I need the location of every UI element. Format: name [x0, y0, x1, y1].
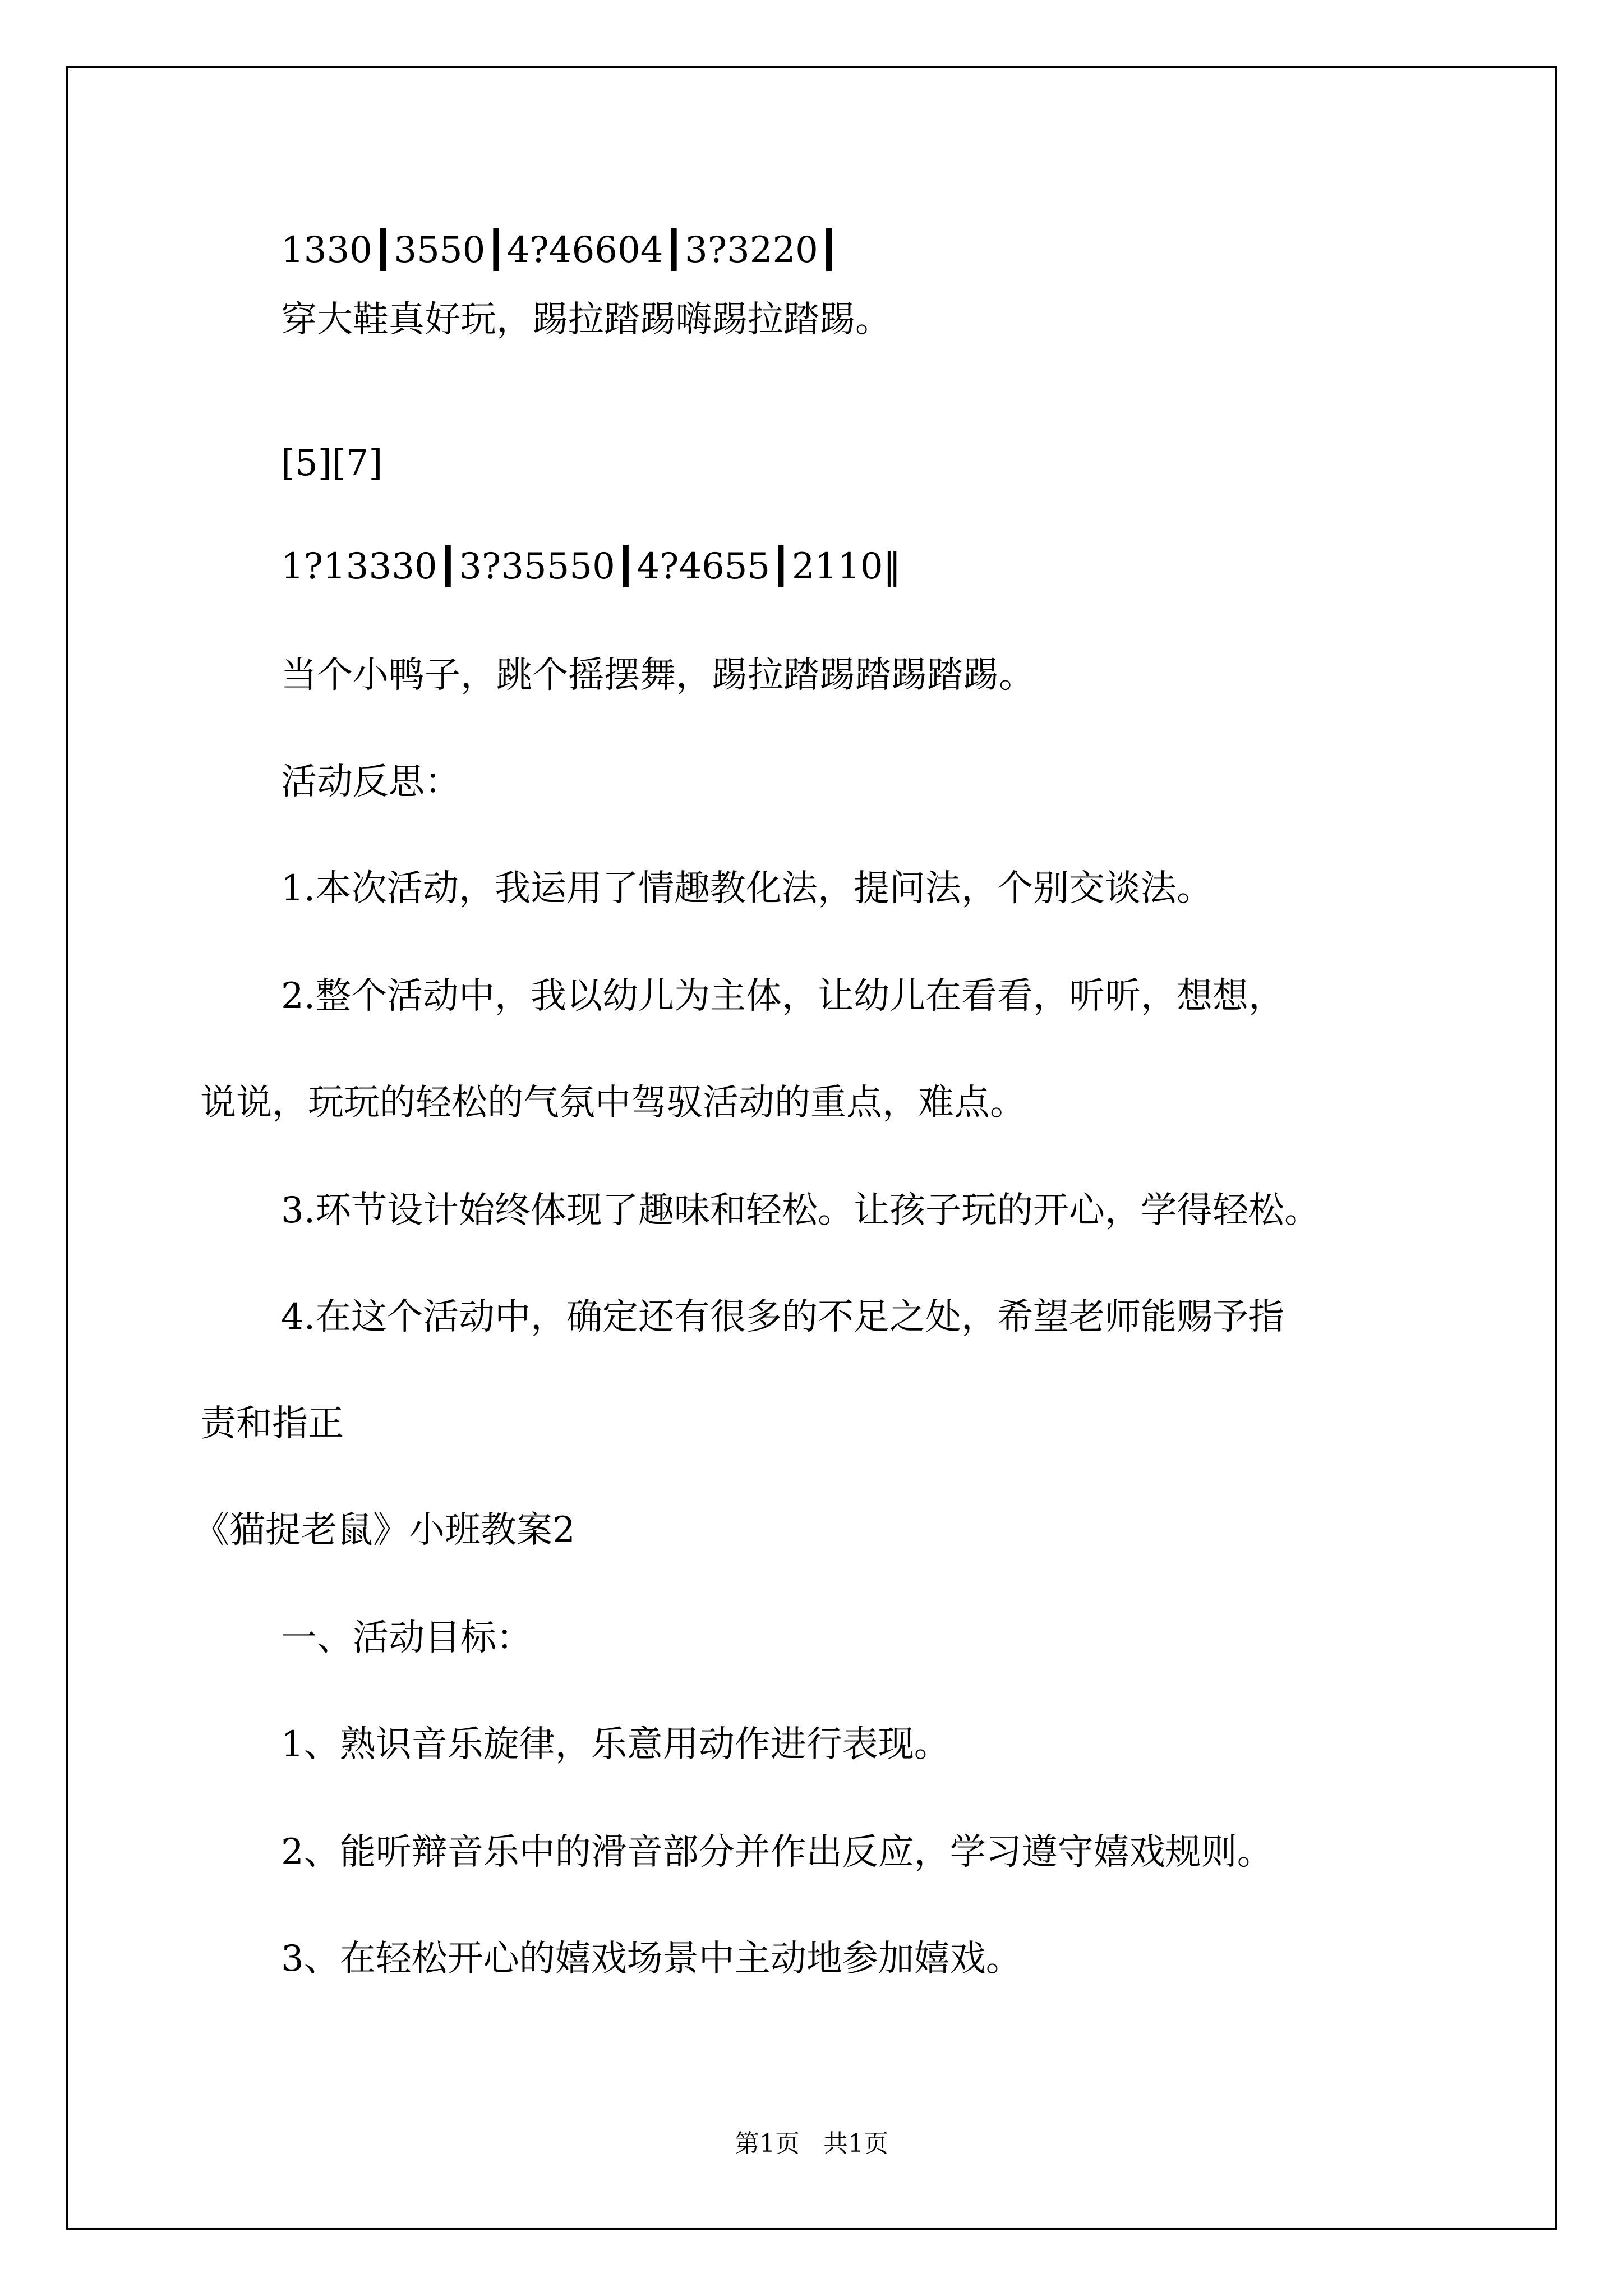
- notation-line-2: 1?13330┃3?35550┃4?4655┃2110‖: [281, 546, 901, 587]
- lyric-line-1: 穿大鞋真好玩，踢拉踏踢嗨踢拉踏踢。: [281, 299, 891, 341]
- goal-3: 3、在轻松开心的嬉戏场景中主动地参加嬉戏。: [281, 1938, 1022, 1980]
- paragraph-4-continued: 责和指正: [200, 1403, 344, 1444]
- paragraph-4: 4.在这个活动中，确定还有很多的不足之处，希望老师能赐予指: [281, 1296, 1285, 1338]
- paragraph-2-continued: 说说，玩玩的轻松的气氛中驾驭活动的重点，难点。: [200, 1082, 1026, 1124]
- paragraph-3: 3.环节设计始终体现了趣味和轻松。让孩子玩的开心，学得轻松。: [281, 1190, 1321, 1231]
- paragraph-1: 1.本次活动，我运用了情趣教化法，提问法，个别交谈法。: [281, 868, 1213, 909]
- section-heading-reflection: 活动反思：: [281, 761, 460, 803]
- lyric-line-2: 当个小鸭子，跳个摇摆舞，踢拉踏踢踏踢踏踢。: [281, 655, 1035, 696]
- goal-2: 2、能听辩音乐中的滑音部分并作出反应，学习遵守嬉戏规则。: [281, 1832, 1273, 1873]
- paragraph-2: 2.整个活动中，我以幼儿为主体，让幼儿在看看，听听，想想，: [281, 976, 1285, 1017]
- goal-1: 1、熟识音乐旋律，乐意用动作进行表现。: [281, 1724, 950, 1765]
- notation-marker: [5][7]: [281, 443, 383, 484]
- notation-line-1: 1330┃3550┃4?46604┃3?3220┃: [281, 229, 840, 271]
- lesson-title: 《猫捉老鼠》小班教案2: [193, 1510, 575, 1551]
- page-border: [66, 66, 1557, 2230]
- section-heading-goals: 一、活动目标：: [281, 1617, 532, 1659]
- page-footer: 第1页 共1页: [735, 2129, 888, 2158]
